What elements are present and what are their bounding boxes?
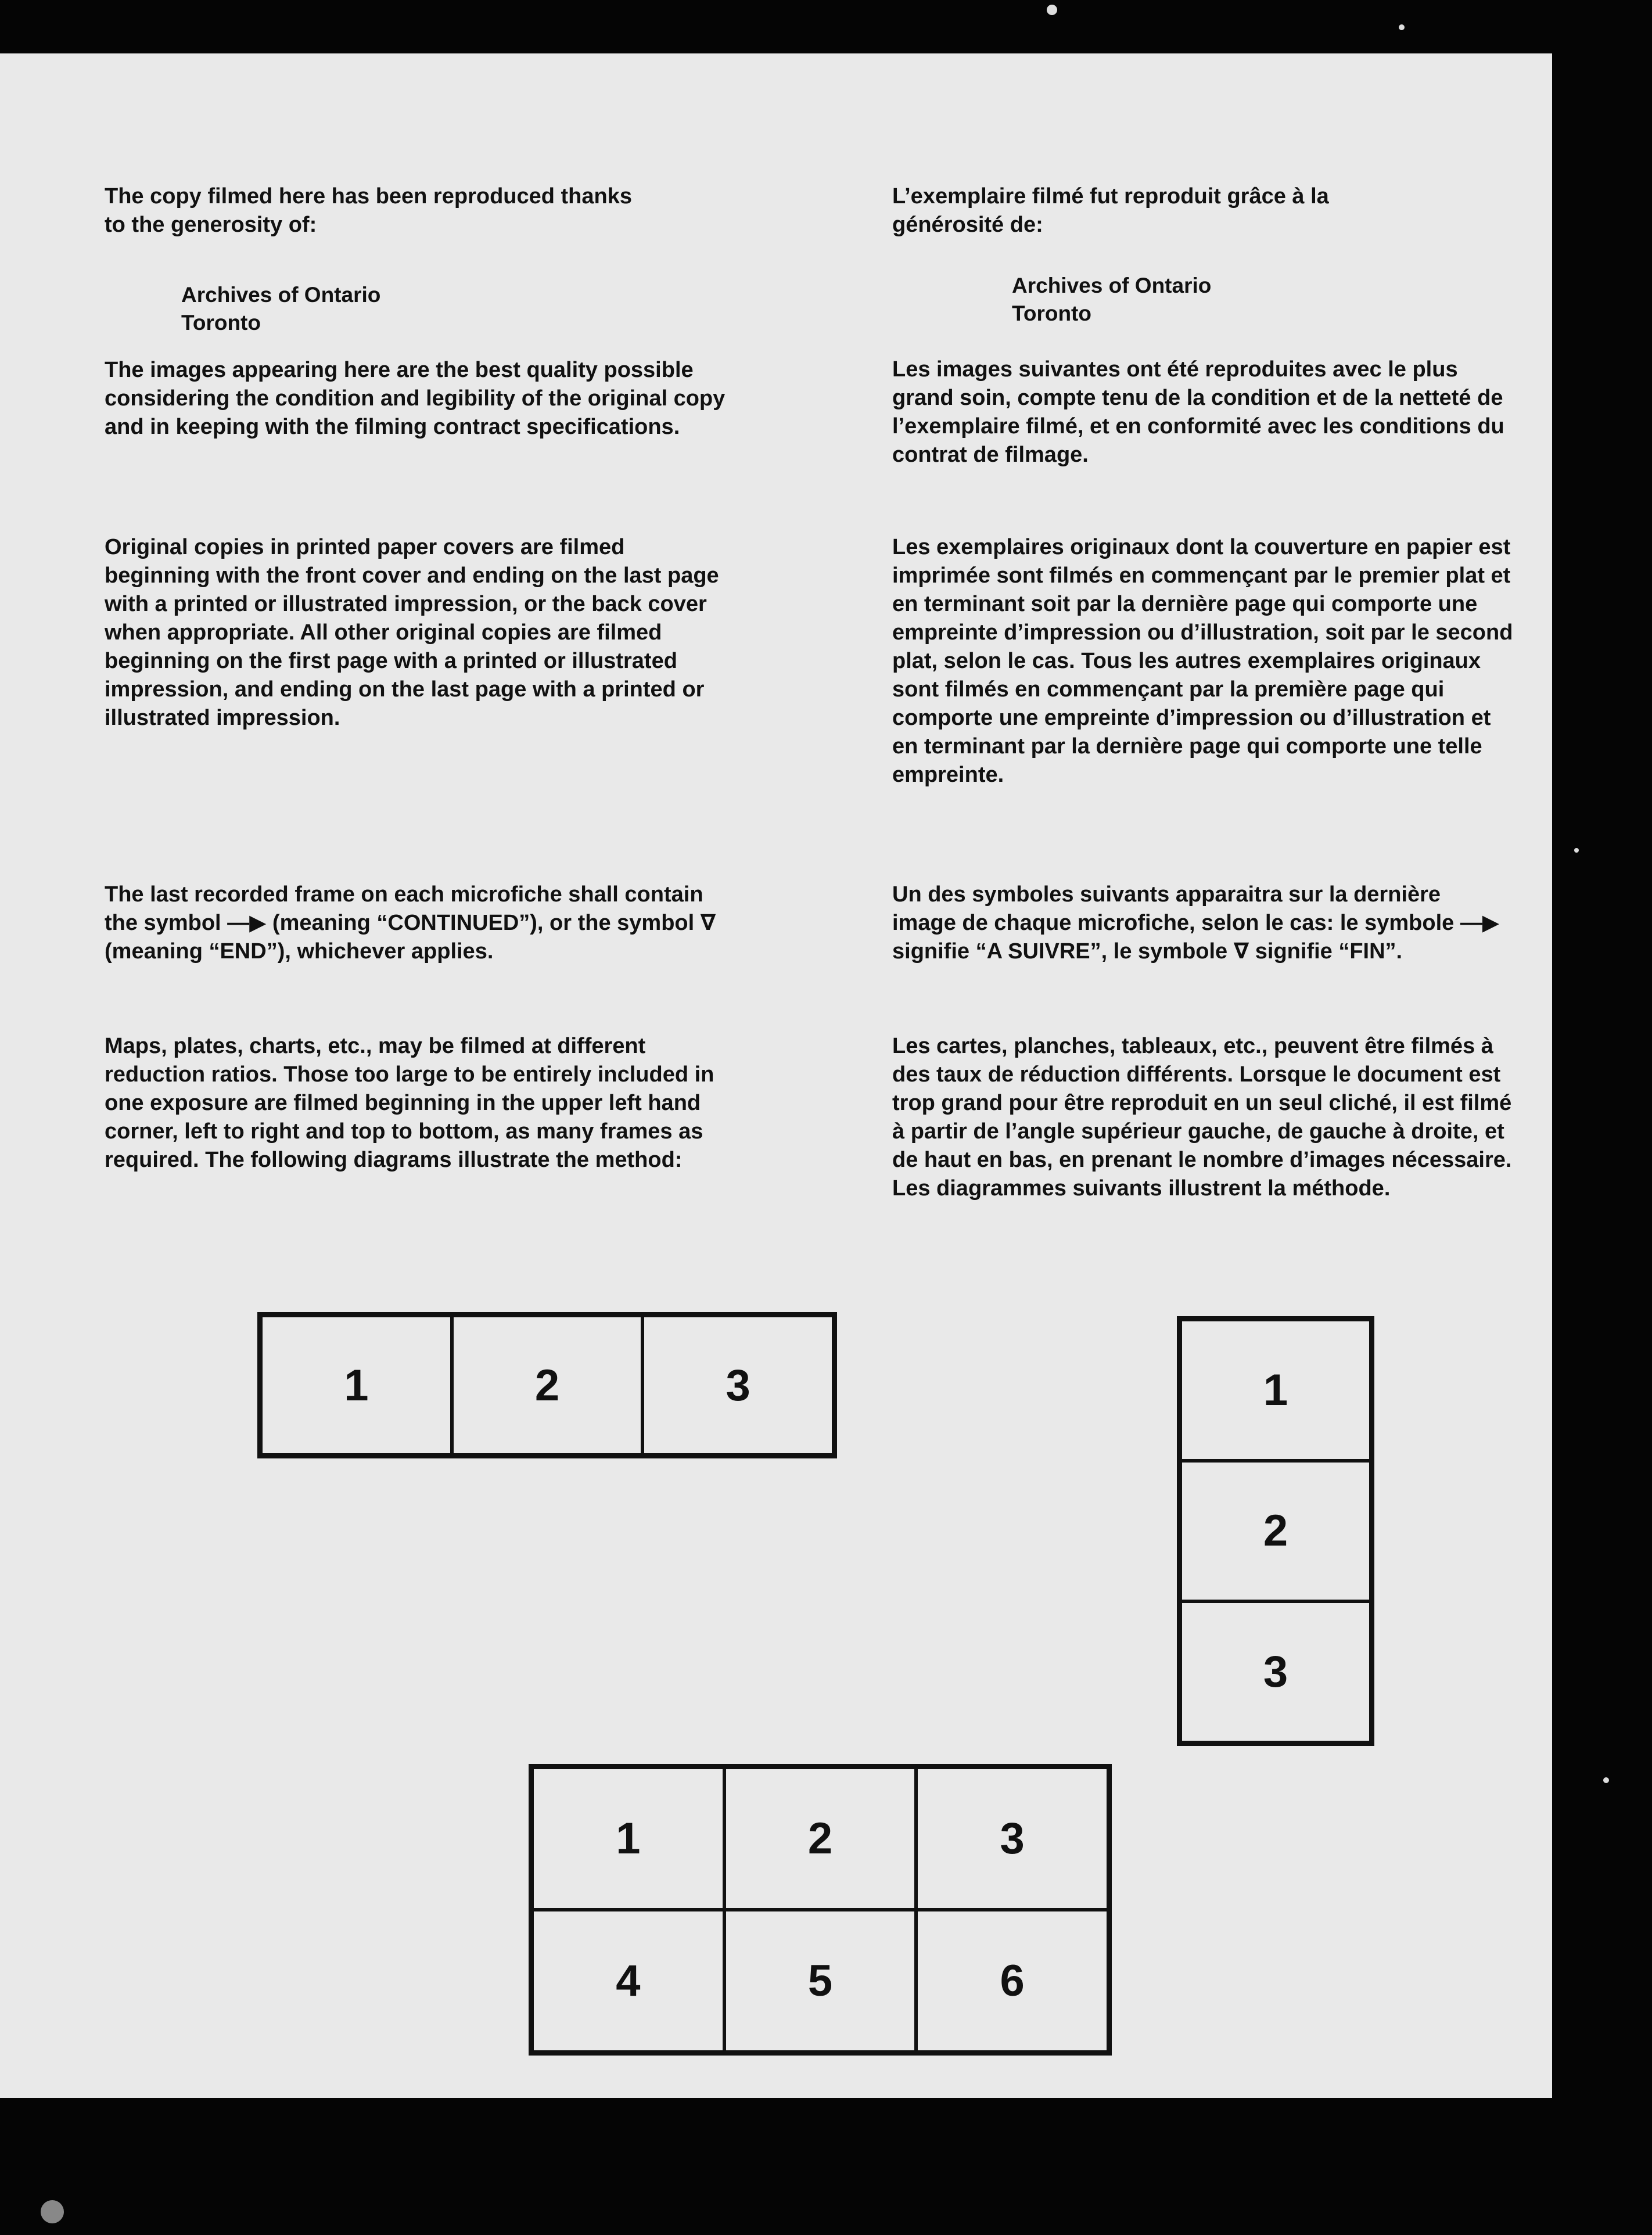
- dust-speck: [1603, 1777, 1609, 1783]
- diagram-grid-cell-1: 1: [532, 1767, 724, 1910]
- diagram-column-cell-3: 3: [1180, 1601, 1371, 1742]
- diagram-row: [257, 1312, 837, 1458]
- en-covers-paragraph: Original copies in printed paper covers are filmed beginning with the front cover and ending on the last page with a printed or illustrated impression, or the back cover when appropriate. All other original copies are filmed beginning on the first page with a printed or illustrated impression, and ending on the last page with a printed or illustrated impression.: [105, 535, 719, 730]
- en-frame-paragraph: The last recorded frame on each microfiche shall contain the symbol —▶ (meaning “CONTINUED”), or the symbol ∇ (meaning “END”), whichever applies.: [105, 882, 716, 964]
- en-quality-paragraph: The images appearing here are the best quality possible considering the condition and legibility of the original copy and in keeping with the filming contract specifications.: [105, 358, 726, 439]
- diagram-grid-cell-6: 6: [916, 1910, 1108, 2052]
- diagram-row-cell-1: 1: [261, 1316, 452, 1455]
- diagram-column-cell-1: 1: [1180, 1320, 1371, 1461]
- dust-speck: [1399, 24, 1405, 30]
- dust-speck: [1574, 848, 1579, 853]
- en-intro-line1: The copy filmed here has been reproduced thanks: [105, 184, 633, 209]
- en-city: Toronto: [181, 311, 261, 335]
- fr-intro-line2: générosité de:: [892, 213, 1043, 237]
- fr-city: Toronto: [1012, 301, 1091, 325]
- fr-intro-line1: L’exemplaire filmé fut reproduit grâce à la: [892, 184, 1329, 209]
- fr-frame-paragraph: Un des symboles suivants apparaitra sur la dernière image de chaque microfiche, selon le cas: le symbole —▶ signifie “A SUIVRE”, le symbole ∇ signifie “FIN”.: [892, 882, 1500, 964]
- diagram-grid-cell-2: 2: [724, 1767, 917, 1910]
- fr-intro: [892, 182, 1554, 239]
- en-intro-line2: to the generosity of:: [105, 213, 317, 237]
- dust-speck: [41, 2200, 64, 2223]
- en-institution-block: [181, 281, 380, 337]
- diagram-row-cell-3: 3: [642, 1316, 834, 1455]
- diagram-grid: [529, 1764, 1112, 2056]
- fr-institution-block: [1012, 272, 1211, 328]
- fr-institution: Archives of Ontario: [1012, 274, 1212, 297]
- en-maps-paragraph: Maps, plates, charts, etc., may be filmed at different reduction ratios. Those too large to be entirely included in one exposure are filmed beginning in the upper left hand corner, left to right and top to bottom, as many frames as required. The following diagrams illustrate the method:: [105, 1034, 714, 1172]
- en-intro: [105, 182, 767, 239]
- diagram-grid-cell-4: 4: [532, 1910, 724, 2052]
- fr-maps-paragraph: Les cartes, planches, tableaux, etc., peuvent être filmés à des taux de réduction différents. Lorsque le document est trop grand pour être reproduit en un seul cliché, il est filmé à partir de l’angle supérieur gauche, de gauche à droite, et de haut en bas, en prenant le nombre d’images nécessaire. Les diagrammes suivants illustrent la méthode.: [892, 1034, 1512, 1201]
- dust-speck: [1047, 5, 1057, 15]
- diagram-column: [1177, 1316, 1374, 1746]
- diagram-grid-cell-5: 5: [724, 1910, 917, 2052]
- diagram-row-cell-2: 2: [452, 1316, 643, 1455]
- en-institution: Archives of Ontario: [181, 283, 381, 307]
- diagram-column-cell-2: 2: [1180, 1461, 1371, 1602]
- fr-quality-paragraph: Les images suivantes ont été reproduites avec le plus grand soin, compte tenu de la condition et de la netteté de l’exemplaire filmé, et en conformité avec les conditions du contrat de filmage.: [892, 357, 1504, 467]
- fr-covers-paragraph: Les exemplaires originaux dont la couverture en papier est imprimée sont filmés en commençant par le premier plat et en terminant soit par la dernière page qui comporte une empreinte d’impression ou d’illustration, soit par le second plat, selon le cas. Tous les autres exemplaires originaux sont filmés en commençant par la première page qui comporte une empreinte d’impression ou d’illustration et en terminant par la dernière page qui comporte une telle empreinte.: [892, 535, 1513, 787]
- diagram-grid-cell-3: 3: [916, 1767, 1108, 1910]
